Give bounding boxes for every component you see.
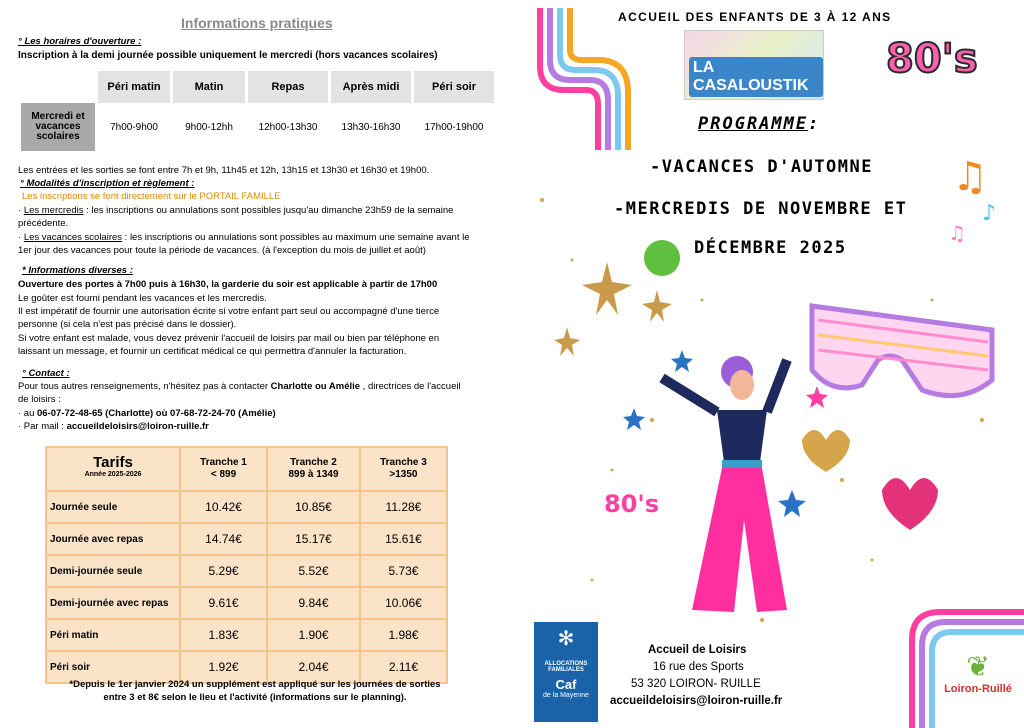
info-page: Informations pratiques ° Les horaires d'ouverture : Inscription à la demi journée possible uniquement le mercredi (hors vacances scolaires) Péri matin Matin Repas Après midi Péri soir Mercredi et vacances scolaires 7h00-9h00 9h00-12hh 12h00-13h30 13h30-16h30 17h00-19h00 Les entrées et les sorties se font entre 7h et 9h, 11h45 et 12h, 13h15 et 13h30 et 16h30 et 19h00. ° Modalités d'inscription et règlement : Les inscriptions se font directement sur le PORTAIL FAMILLE · Les mercredis : les inscriptions ou annulations sont possibles jusqu'au dimanche 23h59 de la semaine précédente. · Les vacances scolaires : les inscriptions ou annulations sont possibles au maximum une semaine avant le 1er jour des vacances pour toute la période de vacances. (à l'exception du mois de juillet et août) * Informations diverses : Ouverture des portes à 7h00 puis à 16h30, la garderie du soir est applicable à partir de 17h00 Le goûter est fourni pendant les vacances et les mercredis. Il est impératif de fournir une autorisation écrite si votre enfant part seul ou accompagné d'une tierce personne (si cela n'est pas précisé dans le dossier). Si votre enfant est malade, vous devez prévenir l'accueil de loisirs par mail ou bien par téléphone en laissant un message, et fournir un certificat médical ce qui permettra d'annuler la facturation. ° Contact : Pour tous autres renseignements, n'hésitez pas à contacter Charlotte ou Amélie , directrices de l'accueil de loisirs : · au 06-07-72-48-65 (Charlotte) où 07-68-72-24-70 (Amélie) · Par mail : accueildeloisirs@loiron-ruille.fr Tarifs Année 2025-2026 Tranche 1 < 899 Tranche 2 899 à 1349 Tranche 3 >1350 Journée seule 10.42€ 10.85€ 11.28€ Journée avec repas 14.74€ 15.17€ 15.61€ Demi-journée seule 5.29€ 5.52€ 5.73€ Demi-journée avec repas 9.61€ 9.84€ 10.06€ Péri matin 1.83€ 1.90€ 1.98€ Péri soir 1.92€ 2.04€ 2.11€ *Depuis le 1er janvier 2024 un supplément est appliqué sur les journées de sorties entre 3 et 8€ selon le lieu et l'activité (informations sur le planning). xyxy=(0,0,512,728)
accueil-heading: ACCUEIL DES ENFANTS DE 3 À 12 ANS xyxy=(618,10,892,24)
price-cell: 11.28€ xyxy=(360,491,447,523)
price-cell: 15.61€ xyxy=(360,523,447,555)
contact-heading: ° Contact : xyxy=(22,368,70,379)
page-title: Informations pratiques xyxy=(181,15,333,31)
diverses-heading: * Informations diverses : xyxy=(22,265,133,276)
price-cell: 1.92€ xyxy=(180,651,267,683)
tarifs-note-line2: entre 3 et 8€ selon le lieu et l'activité (informations sur le planning). xyxy=(103,692,407,703)
table-row xyxy=(46,555,447,587)
price-cell: 2.11€ xyxy=(360,651,447,683)
table-row xyxy=(46,491,447,523)
loiron-name: Loiron-Ruillé xyxy=(944,683,1012,695)
program-line3: DÉCEMBRE 2025 xyxy=(694,238,847,258)
dancer-illustration xyxy=(662,356,787,612)
contact-text-end: , directrices de l'accueil xyxy=(360,381,461,392)
price-cell: 10.85€ xyxy=(267,491,360,523)
tarifs-title: Tarifs xyxy=(93,454,133,471)
hours-cell: 13h30-16h30 xyxy=(341,121,401,133)
row-label: Demi-journée avec repas xyxy=(46,587,180,619)
table-row xyxy=(46,523,447,555)
phones: 06-07-72-48-65 (Charlotte) où 07-68-72-24-70 (Amélie) xyxy=(37,408,276,419)
stripes-decoration xyxy=(512,0,1024,728)
contact-text: Pour tous autres renseignements, n'hésitez pas à contacter xyxy=(18,381,271,392)
price-cell: 9.84€ xyxy=(267,587,360,619)
entrees-text: Les entrées et les sorties se font entre 7h et 9h, 11h45 et 12h, 13h15 et 13h30 et 16h30 et 19h00. xyxy=(18,165,430,176)
caf-sub: de la Mayenne xyxy=(543,692,589,699)
program-cover xyxy=(512,0,1024,728)
row-label: Journée seule xyxy=(46,491,180,523)
tarifs-note xyxy=(40,678,470,704)
hours-header: Péri soir xyxy=(414,71,494,103)
program-line1: -VACANCES D'AUTOMNE xyxy=(650,157,873,177)
price-cell: 14.74€ xyxy=(180,523,267,555)
caf-name: Caf xyxy=(555,677,577,692)
price-cell: 9.61€ xyxy=(180,587,267,619)
gouter-text: Le goûter est fourni pendant les vacances et les mercredis. xyxy=(18,293,267,304)
contact-text2: de loisirs : xyxy=(18,394,61,405)
mail-prefix: · Par mail : xyxy=(18,421,67,432)
price-cell: 5.29€ xyxy=(180,555,267,587)
hours-cell: 17h00-19h00 xyxy=(424,121,484,133)
caf-line1: ALLOCATIONS xyxy=(544,661,588,667)
vacances-text2: 1er jour des vacances pour toute la période de vacances. (à l'exception du mois de juillet et août) xyxy=(18,245,426,256)
vacances-label: Les vacances scolaires xyxy=(23,232,123,243)
casaloustik-logo xyxy=(684,30,824,100)
svg-text:♫: ♫ xyxy=(948,221,966,245)
malade-text: Si votre enfant est malade, vous devez prévenir l'accueil de loisirs par mail ou bien par téléphone en xyxy=(18,333,440,344)
caf-logo xyxy=(534,622,598,722)
phone-prefix: · au xyxy=(18,408,38,419)
programme-title: PROGRAMME xyxy=(698,114,809,134)
tranche-range: >1350 xyxy=(389,469,418,480)
badge-80s: 80's xyxy=(886,36,978,82)
tranche-range: < 899 xyxy=(210,469,237,480)
svg-text:♫: ♫ xyxy=(952,154,988,200)
tarifs-year: Année 2025-2026 xyxy=(84,471,142,478)
caf-line2: FAMILIALES xyxy=(548,667,584,673)
caf-people-icon: ✻ xyxy=(557,628,575,650)
row-label: Demi-journée seule xyxy=(46,555,180,587)
price-cell: 10.06€ xyxy=(360,587,447,619)
loiron-logo xyxy=(938,650,1018,720)
table-row xyxy=(46,619,447,651)
row-label: Péri matin xyxy=(46,619,180,651)
mercredis-label: Les mercredis xyxy=(23,205,84,216)
tarifs-table xyxy=(45,446,448,684)
address-street: 16 rue des Sports xyxy=(653,661,744,673)
hours-cell: 9h00-12hh xyxy=(185,121,233,133)
address-name: Accueil de Loisirs xyxy=(648,644,747,656)
hours-cell: 12h00-13h30 xyxy=(258,121,318,133)
price-cell: 1.83€ xyxy=(180,619,267,651)
vacances-text: : les inscriptions ou annulations sont possibles au maximum une semaine avant le xyxy=(122,232,470,243)
price-cell: 1.98€ xyxy=(360,619,447,651)
hours-header: Péri matin xyxy=(98,71,170,103)
tranche-name: Tranche 2 xyxy=(290,457,337,468)
hours-table xyxy=(18,71,497,151)
portail-text: Les inscriptions se font directement sur le PORTAIL FAMILLE xyxy=(22,191,281,202)
tarifs-note-line1: *Depuis le 1er janvier 2024 un supplément est appliqué sur les journées de sorties xyxy=(69,679,441,690)
row-label: Journée avec repas xyxy=(46,523,180,555)
hours-header: Repas xyxy=(248,71,328,103)
table-row xyxy=(46,587,447,619)
hours-corner xyxy=(21,71,95,103)
hours-cell: 7h00-9h00 xyxy=(110,121,158,133)
svg-text:♪: ♪ xyxy=(982,201,997,226)
leaf-icon: ❦ xyxy=(966,651,990,682)
badge-80s-small: 80's xyxy=(604,490,660,518)
address-city: 53 320 LOIRON- RUILLE xyxy=(631,678,761,690)
price-cell: 15.17€ xyxy=(267,523,360,555)
mercredis-text2: précédente. xyxy=(18,218,69,229)
price-cell: 5.73€ xyxy=(360,555,447,587)
autorisation-text2: personne (si cela n'est pas précisé dans le dossier). xyxy=(18,319,237,330)
glasses-illustration xyxy=(812,306,992,396)
ouverture-text: Ouverture des portes à 7h00 puis à 16h30, la garderie du soir est applicable à partir de 17h00 xyxy=(18,279,438,290)
malade-text2: laissant un message, et fournir un certificat médical ce qui permettra d'annuler la facturation. xyxy=(18,346,407,357)
price-cell: 5.52€ xyxy=(267,555,360,587)
price-cell: 1.90€ xyxy=(267,619,360,651)
tranche-name: Tranche 1 xyxy=(200,457,247,468)
contact-mail[interactable]: accueildeloisirs@loiron-ruille.fr xyxy=(66,421,209,432)
mercredis-text: : les inscriptions ou annulations sont possibles jusqu'au dimanche 23h59 de la semaine xyxy=(83,205,454,216)
hours-header: Après midi xyxy=(331,71,411,103)
horaires-heading: ° Les horaires d'ouverture : xyxy=(18,36,142,47)
autorisation-text: Il est impératif de fournir une autorisation écrite si votre enfant part seul ou accompagné d'une tierce xyxy=(18,306,440,317)
row-label: Péri soir xyxy=(46,651,180,683)
inscription-demi: Inscription à la demi journée possible uniquement le mercredi (hors vacances scolaires) xyxy=(18,50,438,61)
hours-row-label: Mercredi et vacances scolaires xyxy=(21,103,95,151)
price-cell: 2.04€ xyxy=(267,651,360,683)
tranche-name: Tranche 3 xyxy=(380,457,427,468)
logo-text: LA CASALOUSTIK xyxy=(689,57,823,97)
address-mail[interactable]: accueildeloisirs@loiron-ruille.fr xyxy=(610,695,783,707)
hours-header: Matin xyxy=(173,71,245,103)
tranche-range: 899 à 1349 xyxy=(288,469,339,480)
contact-names: Charlotte ou Amélie xyxy=(270,381,361,392)
modalites-heading: ° Modalités d'inscription et règlement : xyxy=(20,178,195,189)
programme-colon: : xyxy=(808,114,821,134)
price-cell: 10.42€ xyxy=(180,491,267,523)
program-line2: -MERCREDIS DE NOVEMBRE ET xyxy=(614,199,908,219)
